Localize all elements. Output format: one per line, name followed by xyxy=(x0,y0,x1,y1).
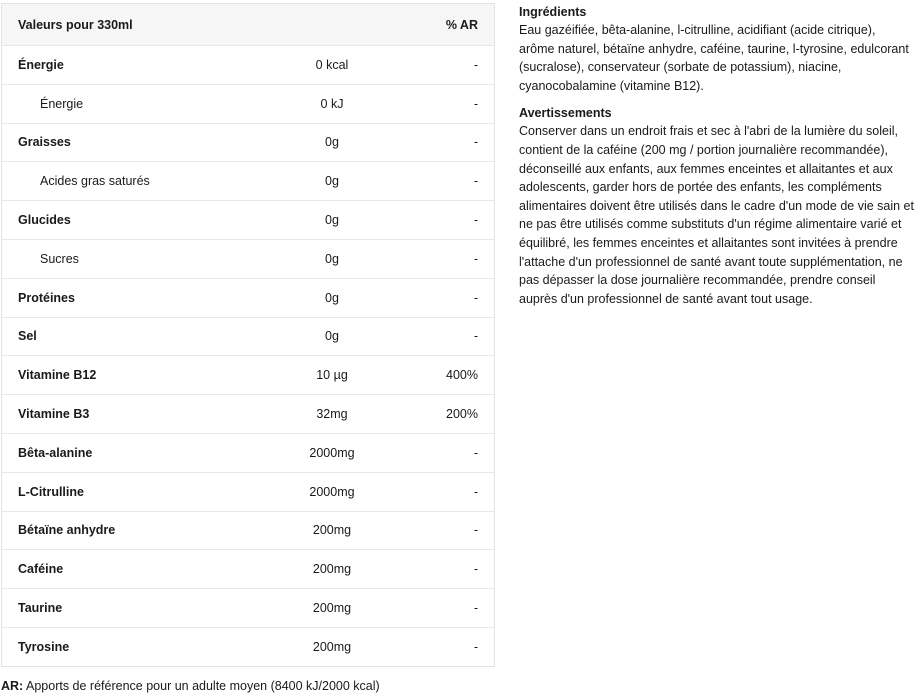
row-value: 0g xyxy=(325,251,339,266)
row-value: 2000mg xyxy=(309,484,355,499)
row-ar: 200% xyxy=(446,407,478,422)
row-ar: - xyxy=(473,174,478,189)
ingredients-text: Eau gazéifiée, bêta-alanine, l-citrulline, acidifiant (acide citrique), arôme naturel, bétaïne anhydre, caféine, taurine, l-tyrosine, edulcorant (sucralose), conservateur (sorbate de potassium), niacine, cyanocobalamine (vitamine B12). xyxy=(519,23,909,93)
row-value: 200mg xyxy=(312,523,352,538)
row-name: Glucides xyxy=(18,213,71,228)
row-value: 0g xyxy=(325,174,339,189)
row-ar: - xyxy=(473,601,478,616)
row-name: Acides gras saturés xyxy=(40,174,150,189)
row-name: L-Citrulline xyxy=(18,484,84,499)
row-ar: - xyxy=(473,562,478,577)
table-row xyxy=(2,239,494,278)
legend-abbr: AR: xyxy=(1,679,24,693)
row-name: Vitamine B12 xyxy=(18,368,97,383)
table-row xyxy=(2,472,494,511)
table-row xyxy=(2,84,494,123)
row-name: Graisses xyxy=(18,135,71,150)
nutrition-table-header xyxy=(2,4,494,45)
row-ar: - xyxy=(473,96,478,111)
table-row xyxy=(2,394,494,433)
row-value: 0 kJ xyxy=(320,96,344,111)
row-ar: - xyxy=(473,445,478,460)
row-ar: - xyxy=(473,639,478,654)
warnings-text: Conserver dans un endroit frais et sec à l'abri de la lumière du soleil, contient de la caféine (200 mg / portion journalière recommandée), déconseillé aux enfants, aux femmes enceintes et allaitantes et aux adolescents, garder hors de portée des enfants, les compléments alimentaires doivent être utilisés dans le cadre d'un mode de vie sain et ne pas être utilisés comme substituts d'un régime alimentaire varié et équilibré, les femmes enceintes et allaitantes sont invitées à prendre l'attache d'un professionnel de santé avant toute supplémentation, ne pas dépasser la dose journalière recommandée, prendre conseil auprès d'un professionnel de santé avant tout usage. xyxy=(519,124,914,306)
table-row xyxy=(2,161,494,200)
table-row xyxy=(2,278,494,317)
row-value: 0g xyxy=(325,213,339,228)
legend-text: Apports de référence pour un adulte moyen (8400 kJ/2000 kcal) xyxy=(23,679,380,693)
row-value: 32mg xyxy=(316,407,348,422)
row-value: 200mg xyxy=(312,639,352,654)
warnings-title: Avertissements xyxy=(519,106,612,121)
row-value: 0g xyxy=(325,290,339,305)
row-ar: - xyxy=(473,484,478,499)
row-value: 10 µg xyxy=(316,368,348,383)
table-row xyxy=(2,317,494,356)
header-ar: % AR xyxy=(445,17,478,32)
table-row xyxy=(2,549,494,588)
row-name: Énergie xyxy=(18,57,64,72)
row-name: Tyrosine xyxy=(18,639,70,654)
ar-legend xyxy=(1,679,380,693)
table-row xyxy=(2,200,494,239)
table-row xyxy=(2,45,494,84)
row-ar: - xyxy=(473,135,478,150)
row-name: Protéines xyxy=(18,290,75,305)
nutrition-table xyxy=(1,3,495,667)
row-value: 200mg xyxy=(312,601,352,616)
table-row xyxy=(2,433,494,472)
table-row xyxy=(2,511,494,550)
row-ar: - xyxy=(473,290,478,305)
table-row xyxy=(2,123,494,162)
row-ar: - xyxy=(473,523,478,538)
ingredients-title: Ingrédients xyxy=(519,5,587,19)
row-ar: - xyxy=(473,213,478,228)
row-name: Sel xyxy=(18,329,37,344)
row-value: 0 kcal xyxy=(315,57,349,72)
row-name: Taurine xyxy=(18,601,63,616)
row-name: Caféine xyxy=(18,562,64,577)
row-name: Sucres xyxy=(40,251,79,266)
row-name: Bétaïne anhydre xyxy=(18,523,116,538)
row-name: Bêta-alanine xyxy=(18,445,93,460)
row-ar: 400% xyxy=(446,368,478,383)
row-ar: - xyxy=(473,57,478,72)
row-value: 0g xyxy=(325,135,339,150)
table-row xyxy=(2,355,494,394)
table-row xyxy=(2,588,494,627)
row-value: 2000mg xyxy=(309,445,355,460)
row-ar: - xyxy=(473,329,478,344)
row-value: 200mg xyxy=(312,562,352,577)
row-ar: - xyxy=(473,251,478,266)
header-name: Valeurs pour 330ml xyxy=(18,17,133,32)
row-name: Énergie xyxy=(40,96,84,111)
row-name: Vitamine B3 xyxy=(18,407,90,422)
product-info xyxy=(519,3,914,317)
table-row xyxy=(2,627,494,666)
row-value: 0g xyxy=(325,329,339,344)
